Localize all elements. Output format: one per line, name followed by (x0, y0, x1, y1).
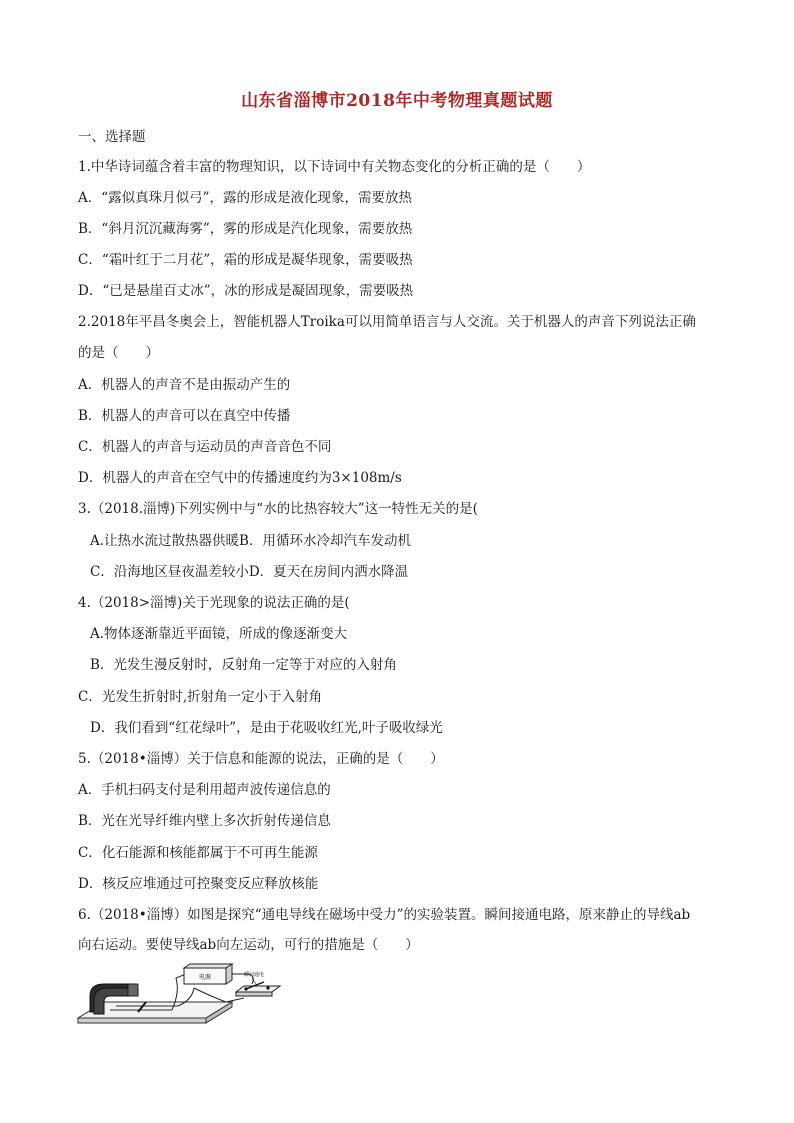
question-6-stem-line-2: 向右运动。要使导线ab向左运动，可行的措施是（ ） (78, 937, 419, 953)
question-5-option-d: D．核反应堆通过可控聚变反应释放核能 (78, 876, 319, 892)
question-2-option-a: A．机器人的声音不是由振动产生的 (78, 377, 291, 393)
question-3-options-cd: C．沿海地区昼夜温差较小D．夏天在房间内洒水降温 (90, 564, 409, 580)
question-5-option-a: A．手机扫码支付是利用超声波传递信息的 (78, 782, 331, 798)
question-1-stem: 1.中华诗词蕴含着丰富的物理知识，以下诗词中有关物态变化的分析正确的是（ ） (78, 159, 591, 175)
question-4-option-c: C．光发生折射时,折射角一定小于入射角 (78, 689, 323, 705)
switch (236, 971, 280, 996)
question-5-stem: 5.（2018•淄博）关于信息和能源的说法，正确的是（ ） (78, 751, 444, 767)
question-2-stem-line-1: 2.2018年平昌冬奥会上，智能机器人Troika可以用简单语言与人交流。关于机器人的声音下列说法正确 (78, 314, 696, 330)
battery-box (184, 964, 232, 984)
question-4-option-a: A.物体逐渐靠近平面镜，所成的像逐渐变大 (90, 626, 348, 642)
question-1-option-d: D．“已是悬崖百丈冰”，冰的形成是凝固现象，需要吸热 (78, 283, 414, 299)
question-5-option-b: B．光在光导纤维内壁上多次折射传递信息 (78, 813, 331, 829)
question-4-option-d: D．我们看到“红花绿叶”，是由于花吸收红光,叶子吸收绿光 (90, 720, 443, 736)
question-2-option-d: D．机器人的声音在空气中的传播速度约为3×108m/s (78, 470, 402, 486)
question-2-option-c: C．机器人的声音与运动员的声音音色不同 (78, 439, 332, 455)
question-5-option-c: C．化石能源和核能都属于不可再生能源 (78, 845, 318, 861)
section-heading: 一、选择题 (78, 129, 146, 145)
experiment-figure (76, 962, 282, 1030)
question-1-option-b: B．“斜月沉沉藏海雾”，雾的形成是汽化现象，需要放热 (78, 221, 413, 237)
battery-label: 电源 (199, 974, 212, 981)
question-1-option-a: A．“露似真珠月似弓”，露的形成是液化现象，需要放热 (78, 190, 413, 206)
question-2-option-b: B．机器人的声音可以在真空中传播 (78, 408, 291, 424)
question-6-stem-line-1: 6.（2018•淄博）如图是探究“通电导线在磁场中受力”的实验装置。瞬间接通电路，原来静止的导线ab (78, 907, 691, 923)
question-1-option-c: C．“霜叶红于二月花”，霜的形成是凝华现象，需要吸热 (78, 252, 413, 268)
question-3-options-ab: A.让热水流过散热器供暖B．用循环水冷却汽车发动机 (90, 533, 411, 549)
question-4-option-b: B．光发生漫反射时，反射角一定等于对应的入射角 (90, 657, 397, 673)
switch-label: 瞬间通电 (244, 972, 265, 978)
question-3-stem: 3.（2018.淄博)下列实例中与“水的比热容较大”这一特性无关的是( (78, 501, 478, 517)
question-4-stem: 4.（2018>淄博)关于光现象的说法正确的是( (78, 595, 350, 611)
question-2-stem-line-2: 的是（ ） (78, 345, 159, 361)
page-title: 山东省淄博市2018年中考物理真题试题 (241, 91, 553, 111)
